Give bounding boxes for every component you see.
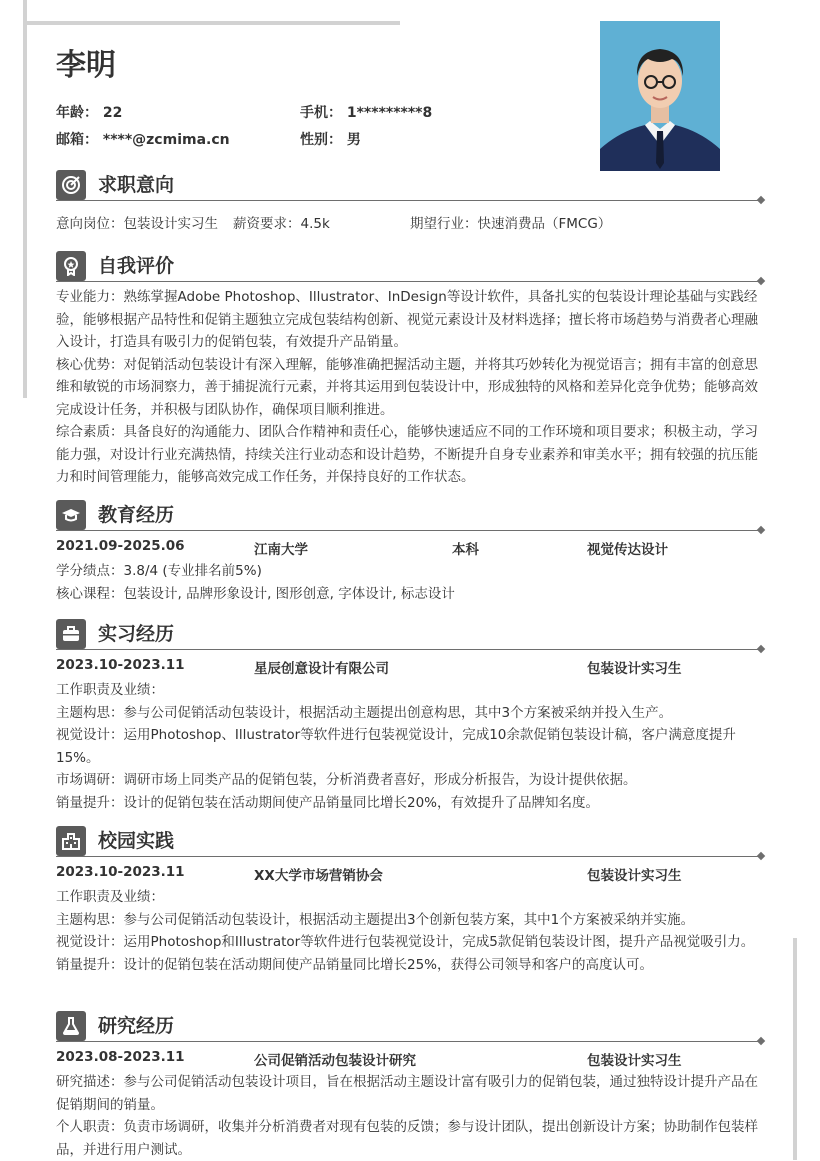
target-icon	[56, 170, 86, 200]
intent-row	[56, 212, 768, 232]
internship-line: 工作职责及业绩：	[56, 682, 164, 698]
left-decor-bar	[23, 0, 27, 398]
internship-row	[56, 657, 768, 677]
campus-org: XX大学市场营销协会	[254, 868, 383, 884]
phone-field: 手机： 1*********8	[300, 105, 433, 121]
section-rule-end	[757, 1037, 765, 1045]
medal-icon	[56, 251, 86, 281]
research-details	[56, 1071, 768, 1161]
research-row	[56, 1049, 768, 1069]
section-rule	[56, 281, 761, 282]
internship-date: 2023.10-2023.11	[56, 657, 185, 673]
campus-line: 视觉设计：运用Photoshop和Illustrator等软件进行包装视觉设计，完成5款促销包装设计图，提升产品视觉吸引力。	[56, 934, 755, 950]
building-icon	[56, 826, 86, 856]
section-rule-end	[757, 196, 765, 204]
graduation-cap-icon	[56, 500, 86, 530]
section-education	[56, 500, 768, 530]
campus-line: 主题构思：参与公司促销活动包装设计，根据活动主题提出3个创新包装方案，其中1个方案被采纳并实施。	[56, 911, 695, 928]
intent-salary: 薪资要求：4.5k	[233, 216, 330, 232]
campus-line: 工作职责及业绩：	[56, 889, 164, 905]
gender-field: 性别： 男	[300, 132, 361, 148]
research-project: 公司促销活动包装设计研究	[254, 1053, 416, 1069]
section-internship	[56, 619, 768, 649]
education-degree: 本科	[452, 542, 479, 558]
education-gpa: 学分绩点：3.8/4 (专业排名前5%)	[56, 563, 262, 579]
section-research	[56, 1011, 768, 1041]
section-rule	[56, 530, 761, 531]
education-row	[56, 538, 768, 558]
section-self-evaluation	[56, 251, 768, 281]
briefcase-icon	[56, 619, 86, 649]
intent-industry: 期望行业：快速消费品（FMCG）	[410, 216, 612, 232]
research-line: 研究描述：参与公司促销活动包装设计项目，旨在根据活动主题设计富有吸引力的促销包装，通过独特设计提升产品在促销期间的销量。	[56, 1074, 758, 1113]
education-date: 2021.09-2025.06	[56, 538, 185, 554]
self-evaluation-text	[56, 286, 768, 489]
education-details	[56, 560, 768, 605]
education-courses: 核心课程：包装设计, 品牌形象设计, 图形创意, 字体设计, 标志设计	[56, 585, 455, 602]
flask-icon	[56, 1011, 86, 1041]
section-rule	[56, 200, 761, 201]
profile-photo	[600, 21, 720, 171]
section-title: 校园实践	[98, 830, 175, 852]
campus-row	[56, 864, 768, 884]
section-campus-practice	[56, 826, 768, 856]
research-date: 2023.08-2023.11	[56, 1049, 185, 1065]
internship-details	[56, 679, 768, 814]
research-role: 包装设计实习生	[587, 1053, 682, 1069]
section-rule-end	[757, 277, 765, 285]
section-rule-end	[757, 645, 765, 653]
section-job-intent	[56, 170, 768, 200]
age-field: 年龄： 22	[56, 105, 123, 121]
internship-line: 视觉设计：运用Photoshop、Illustrator等软件进行包装视觉设计，完成10余款促销包装设计稿，客户满意度提升15%。	[56, 727, 736, 766]
campus-line: 销量提升：设计的促销包装在活动期间使产品销量同比增长25%，获得公司领导和客户的高度认可。	[56, 956, 654, 973]
research-line: 个人职责：负责市场调研，收集并分析消费者对现有包装的反馈；参与设计团队，提出创新设计方案；协助制作包装样品，并进行用户测试。	[56, 1119, 758, 1158]
section-title: 实习经历	[98, 623, 175, 645]
section-title: 求职意向	[98, 174, 175, 196]
self-eval-paragraph: 核心优势：对促销活动包装设计有深入理解，能够准确把握活动主题，并将其巧妙转化为视觉语言；拥有丰富的创意思维和敏锐的市场洞察力，善于捕捉流行元素，并将其运用到包装设计中，形成独特的风格和差异化竞争优势；能够高效完成设计任务，并积极与团队协作，确保项目顺利推进。	[56, 356, 758, 418]
self-eval-paragraph: 综合素质：具备良好的沟通能力、团队合作精神和责任心，能够快速适应不同的工作环境和项目要求；积极主动，学习能力强，对设计行业充满热情，持续关注行业动态和设计趋势，不断提升自身专业素养和审美水平；拥有较强的抗压能力和时间管理能力，能够高效完成工作任务，并保持良好的工作状态。	[56, 424, 758, 485]
section-rule-end	[757, 852, 765, 860]
section-rule-end	[757, 526, 765, 534]
intent-position: 意向岗位：包装设计实习生	[56, 216, 218, 232]
section-title: 教育经历	[98, 504, 175, 526]
campus-date: 2023.10-2023.11	[56, 864, 185, 880]
section-rule	[56, 649, 761, 650]
email-field: 邮箱： ****@zcmima.cn	[56, 132, 230, 148]
section-title: 自我评价	[98, 255, 175, 277]
section-rule	[56, 856, 761, 857]
top-decor-line	[26, 21, 400, 25]
internship-line: 主题构思：参与公司促销活动包装设计，根据活动主题提出创意构思，其中3个方案被采纳并投入生产。	[56, 704, 673, 721]
right-decor-bar	[793, 938, 797, 1160]
self-eval-paragraph: 专业能力：熟练掌握Adobe Photoshop、Illustrator、InDesign等设计软件，具备扎实的包装设计理论基础与实践经验，能够根据产品特性和促销主题独立完成包装结构创新、视觉元素设计及材料选择；擅长将市场趋势与消费者心理融入设计，打造具有吸引力的促销包装，有效提升产品销量。	[56, 289, 758, 350]
internship-line: 销量提升：设计的促销包装在活动期间使产品销量同比增长20%，有效提升了品牌知名度。	[56, 794, 600, 811]
section-rule	[56, 1041, 761, 1042]
internship-line: 市场调研：调研市场上同类产品的促销包装，分析消费者喜好，形成分析报告，为设计提供依据。	[56, 772, 637, 788]
education-school: 江南大学	[254, 542, 308, 558]
internship-company: 星辰创意设计有限公司	[254, 661, 389, 677]
section-title: 研究经历	[98, 1015, 175, 1037]
internship-role: 包装设计实习生	[587, 661, 682, 677]
education-major: 视觉传达设计	[587, 542, 668, 558]
candidate-name: 李明	[56, 48, 116, 83]
campus-role: 包装设计实习生	[587, 868, 682, 884]
campus-details	[56, 886, 768, 976]
